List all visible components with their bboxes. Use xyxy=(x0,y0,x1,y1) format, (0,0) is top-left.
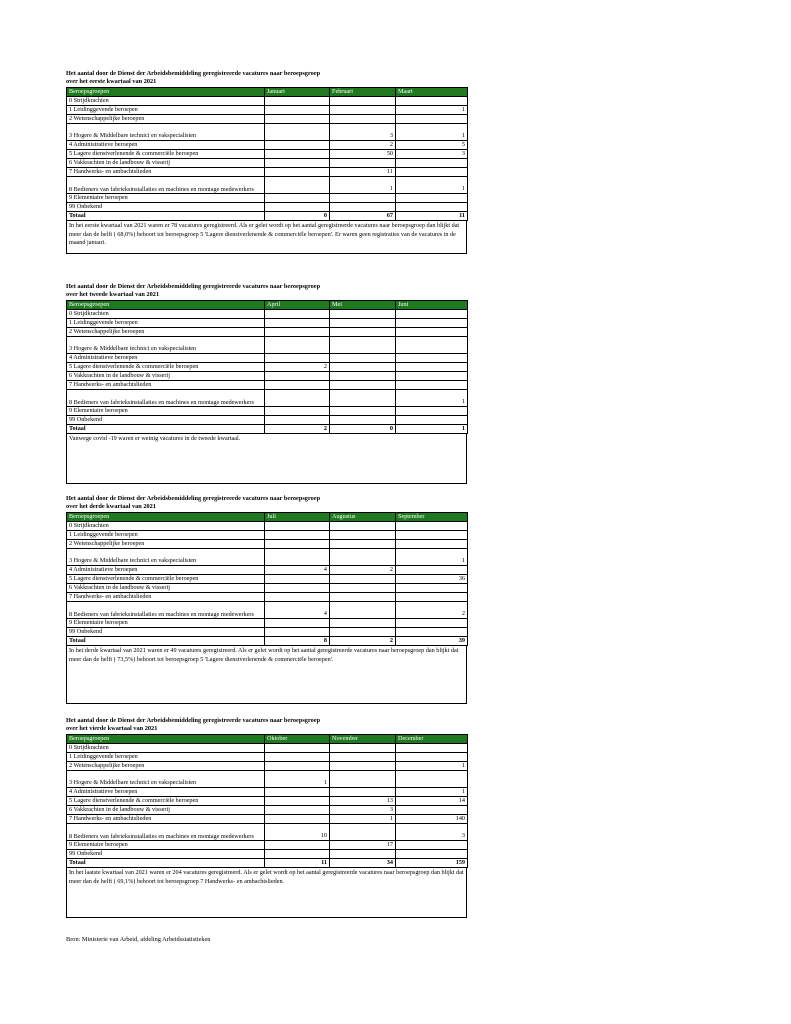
category-cell: 99 Onbekend xyxy=(67,203,265,212)
category-cell: 9 Elementaire beroepen xyxy=(67,194,265,203)
value-cell: 1 xyxy=(396,549,468,566)
value-cell xyxy=(330,115,396,124)
table-row xyxy=(67,319,468,328)
table-row xyxy=(67,593,468,602)
category-cell: 5 Lagere dienstverlenende & commerciële beroepen xyxy=(67,575,265,584)
value-cell: 11 xyxy=(265,859,330,868)
data-table xyxy=(66,512,468,646)
value-cell xyxy=(265,584,330,593)
table-row xyxy=(67,354,468,363)
value-cell xyxy=(330,194,396,203)
value-cell xyxy=(265,540,330,549)
section-subtitle: over het eerste kwartaal van 2021 xyxy=(66,78,157,85)
category-cell: 1 Leidinggevende beroepen xyxy=(67,319,265,328)
section-q1 xyxy=(66,70,467,254)
column-header: Augustus xyxy=(330,513,396,522)
value-cell xyxy=(330,416,396,425)
table-row xyxy=(67,106,468,115)
table-row xyxy=(67,150,468,159)
category-cell: 4 Administratieve beroepen xyxy=(67,354,265,363)
value-cell xyxy=(330,850,396,859)
category-cell: 8 Bedieners van fabrieksinstallaties en machines en montage medewerkers xyxy=(67,602,265,619)
category-cell: 7 Handwerks- en ambachtslieden xyxy=(67,381,265,390)
table-row xyxy=(67,788,468,797)
column-header: Mei xyxy=(330,301,396,310)
table-row xyxy=(67,194,468,203)
value-cell: 17 xyxy=(330,841,396,850)
value-cell xyxy=(330,762,396,771)
table-row xyxy=(67,159,468,168)
value-cell: 1 xyxy=(396,762,468,771)
value-cell: 2 xyxy=(265,425,330,434)
category-cell: 8 Bedieners van fabrieksinstallaties en machines en montage medewerkers xyxy=(67,390,265,407)
value-cell xyxy=(396,540,468,549)
table-row xyxy=(67,797,468,806)
column-header: November xyxy=(330,735,396,744)
table-row xyxy=(67,363,468,372)
value-cell xyxy=(330,372,396,381)
value-cell xyxy=(330,381,396,390)
value-cell xyxy=(396,168,468,177)
value-cell xyxy=(265,328,330,337)
value-cell xyxy=(396,850,468,859)
table-row xyxy=(67,141,468,150)
value-cell: 13 xyxy=(330,797,396,806)
value-cell xyxy=(330,824,396,841)
value-cell xyxy=(265,619,330,628)
value-cell xyxy=(396,97,468,106)
value-cell xyxy=(396,619,468,628)
column-header: Juni xyxy=(396,301,468,310)
value-cell xyxy=(396,363,468,372)
value-cell xyxy=(396,416,468,425)
value-cell xyxy=(265,177,330,194)
value-cell xyxy=(396,159,468,168)
table-row xyxy=(67,771,468,788)
value-cell xyxy=(330,522,396,531)
value-cell xyxy=(265,531,330,540)
value-cell xyxy=(265,319,330,328)
table-row xyxy=(67,549,468,566)
value-cell xyxy=(396,744,468,753)
value-cell xyxy=(265,115,330,124)
category-cell: 3 Hogere & Middelbare technici en vakspecialisten xyxy=(67,549,265,566)
section-title: Het aantal door de Dienst der Arbeidsbemiddeling geregistreerde vacatures naar beroepsgroep xyxy=(66,717,321,724)
value-cell xyxy=(396,115,468,124)
category-cell: 4 Administratieve beroepen xyxy=(67,788,265,797)
value-cell xyxy=(265,159,330,168)
value-cell xyxy=(265,203,330,212)
value-cell xyxy=(265,575,330,584)
column-header: Beroepsgroepen xyxy=(67,513,265,522)
value-cell: 0 xyxy=(330,425,396,434)
value-cell xyxy=(396,194,468,203)
value-cell xyxy=(396,381,468,390)
category-cell: 99 Onbekend xyxy=(67,628,265,637)
value-cell: 140 xyxy=(396,815,468,824)
table-row xyxy=(67,416,468,425)
value-cell: 11 xyxy=(396,212,468,221)
value-cell xyxy=(330,106,396,115)
category-cell: 2 Wetenschappelijke beroepen xyxy=(67,540,265,549)
value-cell xyxy=(330,337,396,354)
category-cell: Totaal xyxy=(67,425,265,434)
value-cell xyxy=(265,381,330,390)
value-cell: 0 xyxy=(265,212,330,221)
value-cell xyxy=(330,549,396,566)
table-row xyxy=(67,203,468,212)
section-subtitle: over het tweede kwartaal van 2021 xyxy=(66,291,160,298)
table-row xyxy=(67,337,468,354)
section-note: Vanwege covid -19 waren er weinig vacatures in de tweede kwartaal. xyxy=(66,434,467,484)
category-cell: 3 Hogere & Middelbare technici en vakspecialisten xyxy=(67,771,265,788)
table-header-row xyxy=(67,735,468,744)
category-cell: 1 Leidinggevende beroepen xyxy=(67,106,265,115)
value-cell xyxy=(396,753,468,762)
category-cell: 7 Handwerks- en ambachtslieden xyxy=(67,593,265,602)
value-cell xyxy=(265,337,330,354)
value-cell xyxy=(330,753,396,762)
value-cell: 159 xyxy=(396,859,468,868)
value-cell xyxy=(396,593,468,602)
value-cell: 2 xyxy=(265,363,330,372)
column-header: April xyxy=(265,301,330,310)
section-note: In het laatste kwartaal van 2021 waren er 204 vacatures geregistreerd. Als er gelet wordt op het aantal geregistreerde vacatures naar beroepsgroep dan blijkt dat meer dan de helft ( 69,1%) behoort tot beroepsgroep 7 Handwerks- en ambachtslieden. xyxy=(66,868,467,918)
value-cell xyxy=(265,841,330,850)
table-row xyxy=(67,619,468,628)
value-cell xyxy=(396,407,468,416)
section-q3 xyxy=(66,495,467,704)
column-header: Juli xyxy=(265,513,330,522)
value-cell: 4 xyxy=(265,566,330,575)
value-cell xyxy=(330,593,396,602)
category-cell: 2 Wetenschappelijke beroepen xyxy=(67,762,265,771)
category-cell: 8 Bedieners van fabrieksinstallaties en machines en montage medewerkers xyxy=(67,177,265,194)
section-title: Het aantal door de Dienst der Arbeidsbemiddeling geregistreerde vacatures naar beroepsgroep xyxy=(66,283,321,290)
value-cell: 1 xyxy=(396,124,468,141)
category-cell: 9 Elementaire beroepen xyxy=(67,841,265,850)
table-row xyxy=(67,115,468,124)
category-cell: 0 Strijdkrachten xyxy=(67,97,265,106)
value-cell: 50 xyxy=(330,150,396,159)
value-cell: 10 xyxy=(265,824,330,841)
table-row xyxy=(67,168,468,177)
value-cell xyxy=(265,593,330,602)
category-cell: 6 Vakkrachten in de landbouw & visserij xyxy=(67,372,265,381)
value-cell xyxy=(265,407,330,416)
value-cell: 1 xyxy=(396,425,468,434)
value-cell: 2 xyxy=(396,602,468,619)
value-cell xyxy=(396,372,468,381)
value-cell xyxy=(265,150,330,159)
value-cell xyxy=(396,531,468,540)
value-cell xyxy=(265,753,330,762)
category-cell: 8 Bedieners van fabrieksinstallaties en machines en montage medewerkers xyxy=(67,824,265,841)
value-cell: 1 xyxy=(396,106,468,115)
value-cell xyxy=(265,194,330,203)
category-cell: Totaal xyxy=(67,212,265,221)
value-cell xyxy=(396,354,468,363)
category-cell: 9 Elementaire beroepen xyxy=(67,407,265,416)
table-row xyxy=(67,390,468,407)
section-q4 xyxy=(66,717,467,918)
category-cell: 5 Lagere dienstverlenende & commerciële beroepen xyxy=(67,797,265,806)
value-cell: 2 xyxy=(330,141,396,150)
table-row xyxy=(67,628,468,637)
category-cell: 0 Strijdkrachten xyxy=(67,310,265,319)
value-cell xyxy=(396,806,468,815)
category-cell: 6 Vakkrachten in de landbouw & visserij xyxy=(67,806,265,815)
value-cell xyxy=(265,168,330,177)
value-cell: 34 xyxy=(330,859,396,868)
table-row xyxy=(67,540,468,549)
value-cell xyxy=(330,97,396,106)
value-cell xyxy=(330,203,396,212)
value-cell: 11 xyxy=(330,168,396,177)
category-cell: 4 Administratieve beroepen xyxy=(67,141,265,150)
value-cell xyxy=(330,159,396,168)
value-cell xyxy=(265,797,330,806)
table-row xyxy=(67,841,468,850)
category-cell: 7 Handwerks- en ambachtslieden xyxy=(67,168,265,177)
value-cell xyxy=(265,744,330,753)
value-cell: 3 xyxy=(330,124,396,141)
table-row xyxy=(67,566,468,575)
table-row xyxy=(67,177,468,194)
value-cell xyxy=(330,531,396,540)
table-total-row xyxy=(67,637,468,646)
category-cell: 0 Strijdkrachten xyxy=(67,522,265,531)
column-header: Januari xyxy=(265,88,330,97)
value-cell: 2 xyxy=(330,566,396,575)
value-cell xyxy=(265,628,330,637)
column-header: December xyxy=(396,735,468,744)
table-total-row xyxy=(67,859,468,868)
category-cell: 4 Administratieve beroepen xyxy=(67,566,265,575)
value-cell xyxy=(330,575,396,584)
category-cell: 99 Onbekend xyxy=(67,850,265,859)
value-cell xyxy=(396,203,468,212)
value-cell xyxy=(330,319,396,328)
section-note: In het eerste kwartaal van 2021 waren er 78 vacatures geregistreerd. Als er gelet wordt op het aantal geregistreerde vacatures naar beroepsgroep dan blijkt dat meer dan de helft ( 68,0%) behoort tot beroepsgroep 5 'Lagere dienstverlenende & commerciële beroepen'. Er waren geen registraties van de vacatures in de maand januari. xyxy=(66,221,467,254)
value-cell xyxy=(265,97,330,106)
column-header: Beroepsgroepen xyxy=(67,88,265,97)
section-q2 xyxy=(66,283,467,484)
value-cell: 39 xyxy=(396,637,468,646)
table-row xyxy=(67,744,468,753)
category-cell: 9 Elementaire beroepen xyxy=(67,619,265,628)
value-cell: 1 xyxy=(396,390,468,407)
column-header: Beroepsgroepen xyxy=(67,301,265,310)
value-cell xyxy=(265,354,330,363)
value-cell xyxy=(396,310,468,319)
value-cell: 3 xyxy=(396,150,468,159)
table-row xyxy=(67,850,468,859)
source-note: Bron: Ministerie van Arbeid, afdeling Arbeidsstatistieken xyxy=(66,936,211,943)
value-cell xyxy=(265,815,330,824)
value-cell xyxy=(396,566,468,575)
category-cell: 0 Strijdkrachten xyxy=(67,744,265,753)
section-title: Het aantal door de Dienst der Arbeidsbemiddeling geregistreerde vacatures naar beroepsgroep xyxy=(66,70,321,77)
table-row xyxy=(67,762,468,771)
value-cell xyxy=(396,771,468,788)
value-cell xyxy=(330,584,396,593)
value-cell xyxy=(265,549,330,566)
value-cell xyxy=(265,522,330,531)
value-cell: 1 xyxy=(330,815,396,824)
table-total-row xyxy=(67,212,468,221)
table-row xyxy=(67,753,468,762)
table-row xyxy=(67,815,468,824)
value-cell: 3 xyxy=(330,806,396,815)
category-cell: 1 Leidinggevende beroepen xyxy=(67,753,265,762)
value-cell xyxy=(265,141,330,150)
value-cell xyxy=(330,771,396,788)
value-cell xyxy=(330,602,396,619)
value-cell xyxy=(265,762,330,771)
category-cell: Totaal xyxy=(67,637,265,646)
value-cell: 14 xyxy=(396,797,468,806)
value-cell xyxy=(396,337,468,354)
value-cell: 36 xyxy=(396,575,468,584)
category-cell: 6 Vakkrachten in de landbouw & visserij xyxy=(67,584,265,593)
value-cell xyxy=(396,319,468,328)
value-cell xyxy=(330,390,396,407)
table-row xyxy=(67,381,468,390)
column-header: Februari xyxy=(330,88,396,97)
value-cell: 5 xyxy=(396,141,468,150)
category-cell: 2 Wetenschappelijke beroepen xyxy=(67,115,265,124)
value-cell xyxy=(396,841,468,850)
table-row xyxy=(67,328,468,337)
table-row xyxy=(67,310,468,319)
value-cell xyxy=(330,363,396,372)
category-cell: 6 Vakkrachten in de landbouw & visserij xyxy=(67,159,265,168)
table-row xyxy=(67,806,468,815)
value-cell xyxy=(330,354,396,363)
table-row xyxy=(67,407,468,416)
category-cell: Totaal xyxy=(67,859,265,868)
category-cell: 2 Wetenschappelijke beroepen xyxy=(67,328,265,337)
column-header: Maart xyxy=(396,88,468,97)
value-cell: 4 xyxy=(265,602,330,619)
value-cell xyxy=(396,522,468,531)
column-header: Beroepsgroepen xyxy=(67,735,265,744)
value-cell: 1 xyxy=(396,177,468,194)
value-cell xyxy=(396,584,468,593)
category-cell: 5 Lagere dienstverlenende & commerciële beroepen xyxy=(67,363,265,372)
table-row xyxy=(67,372,468,381)
value-cell xyxy=(265,850,330,859)
value-cell xyxy=(330,310,396,319)
column-header: Oktober xyxy=(265,735,330,744)
value-cell xyxy=(265,372,330,381)
category-cell: 99 Onbekend xyxy=(67,416,265,425)
value-cell xyxy=(330,628,396,637)
data-table xyxy=(66,87,468,221)
value-cell: 1 xyxy=(396,788,468,797)
value-cell xyxy=(265,106,330,115)
category-cell: 1 Leidinggevende beroepen xyxy=(67,531,265,540)
value-cell: 2 xyxy=(330,637,396,646)
value-cell xyxy=(265,124,330,141)
table-row xyxy=(67,602,468,619)
table-row xyxy=(67,584,468,593)
value-cell xyxy=(265,788,330,797)
value-cell xyxy=(265,416,330,425)
value-cell xyxy=(265,390,330,407)
value-cell xyxy=(330,328,396,337)
value-cell xyxy=(330,788,396,797)
value-cell: 8 xyxy=(265,637,330,646)
value-cell: 3 xyxy=(396,824,468,841)
table-row xyxy=(67,575,468,584)
table-total-row xyxy=(67,425,468,434)
table-header-row xyxy=(67,513,468,522)
section-title: Het aantal door de Dienst der Arbeidsbemiddeling geregistreerde vacatures naar beroepsgroep xyxy=(66,495,321,502)
value-cell xyxy=(330,619,396,628)
category-cell: 5 Lagere dienstverlenende & commerciële beroepen xyxy=(67,150,265,159)
value-cell: 1 xyxy=(265,771,330,788)
table-row xyxy=(67,522,468,531)
section-subtitle: over het vierde kwartaal van 2021 xyxy=(66,725,158,732)
value-cell: 67 xyxy=(330,212,396,221)
value-cell xyxy=(330,540,396,549)
table-header-row xyxy=(67,301,468,310)
value-cell xyxy=(330,407,396,416)
data-table xyxy=(66,300,468,434)
value-cell xyxy=(396,328,468,337)
table-row xyxy=(67,824,468,841)
table-row xyxy=(67,97,468,106)
category-cell: 3 Hogere & Middelbare technici en vakspecialisten xyxy=(67,124,265,141)
value-cell xyxy=(265,310,330,319)
category-cell: 3 Hogere & Middelbare technici en vakspecialisten xyxy=(67,337,265,354)
value-cell xyxy=(330,744,396,753)
value-cell xyxy=(265,806,330,815)
column-header: September xyxy=(396,513,468,522)
category-cell: 7 Handwerks- en ambachtslieden xyxy=(67,815,265,824)
table-row xyxy=(67,124,468,141)
section-note: In het derde kwartaal van 2021 waren er 49 vacatures geregistreerd. Als er gelet wordt op het aantal geregistreerde vacatures naar beroepsgroep dan blijkt dat meer dan de helft ( 73,5%) behoort tot beroepsgroep 5 'Lagere dienstverlenende & commerciële beroepen'. xyxy=(66,646,467,704)
data-table xyxy=(66,734,468,868)
table-row xyxy=(67,531,468,540)
table-header-row xyxy=(67,88,468,97)
value-cell xyxy=(396,628,468,637)
value-cell: 1 xyxy=(330,177,396,194)
section-subtitle: over het derde kwartaal van 2021 xyxy=(66,503,156,510)
